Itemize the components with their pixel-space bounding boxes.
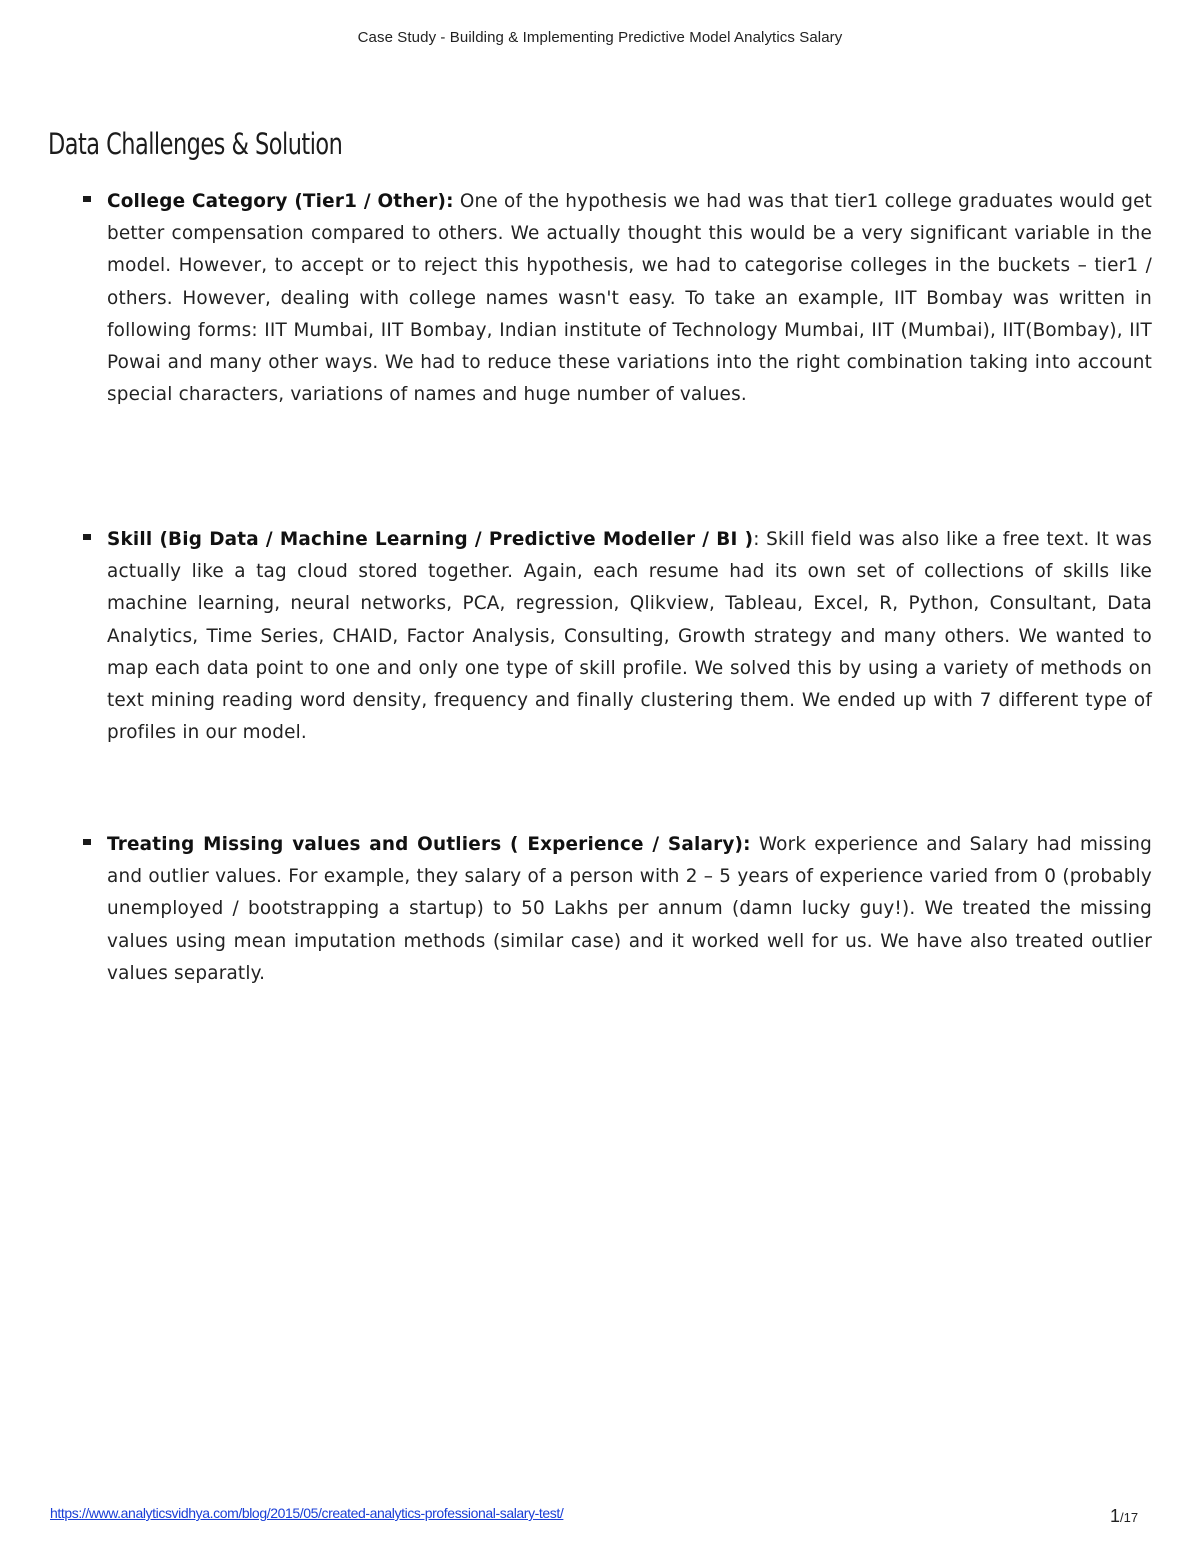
list-item-paragraph: [107, 186, 1152, 411]
page-header-title: Case Study - Building & Implementing Predictive Model Analytics Salary: [357, 29, 843, 46]
list-item: [80, 186, 1152, 411]
page-number: [1110, 1506, 1138, 1527]
bullet-icon: [83, 196, 91, 202]
list-item: [80, 829, 1152, 990]
section-title: Data Challenges & Solution: [48, 127, 343, 161]
list-item-paragraph: [107, 829, 1152, 990]
bullet-icon: [83, 839, 91, 845]
list-item-text: One of the hypothesis we had was that tier1 college graduates would get better compensation compared to others. We actually thought this would be a very significant variable in the model. However, to accept or to reject this hypothesis, we had to categorise colleges in the buckets – tier1 / others. However, dealing with college names wasn't easy. To take an example, IIT Bombay was written in following forms: IIT Mumbai, IIT Bombay, Indian institute of Technology Mumbai, IIT (Mumbai), IIT(Bombay), IIT Powai and many other ways. We had to reduce these variations into the right combination taking into account special characters, variations of names and huge number of values.: [107, 191, 1152, 406]
list-item-heading: College Category (Tier1 / Other):: [107, 191, 454, 212]
list-item-heading: Treating Missing values and Outliers ( Experience / Salary):: [107, 834, 751, 855]
list-item-paragraph: [107, 524, 1152, 749]
bullet-icon: [83, 534, 91, 540]
list-item-heading: Skill (Big Data / Machine Learning / Predictive Modeller / BI ): [107, 529, 754, 550]
list-item-text: Work experience and Salary had missing and outlier values. For example, they salary of a person with 2 – 5 years of experience varied from 0 (probably unemployed / bootstrapping a startup) to 50 Lakhs per annum (damn lucky guy!). We treated the missing values using mean imputation methods (similar case) and it worked well for us. We have also treated outlier values separatly.: [107, 834, 1152, 984]
page-current: 1: [1110, 1506, 1121, 1526]
list-item: [80, 524, 1152, 749]
page-total: /17: [1120, 1510, 1139, 1525]
footer-source-link[interactable]: https://www.analyticsvidhya.com/blog/2015/05/created-analytics-professional-salary-test/: [50, 1505, 564, 1521]
list-item-text: : Skill field was also like a free text. It was actually like a tag cloud stored together. Again, each resume had its own set of collections of skills like machine learning, neural networks, PCA, regression, Qlikview, Tableau, Excel, R, Python, Consultant, Data Analytics, Time Series, CHAID, Factor Analysis, Consulting, Growth strategy and many others. We wanted to map each data point to one and only one type of skill profile. We solved this by using a variety of methods on text mining reading word density, frequency and finally clustering them. We ended up with 7 different type of profiles in our model.: [107, 529, 1152, 744]
